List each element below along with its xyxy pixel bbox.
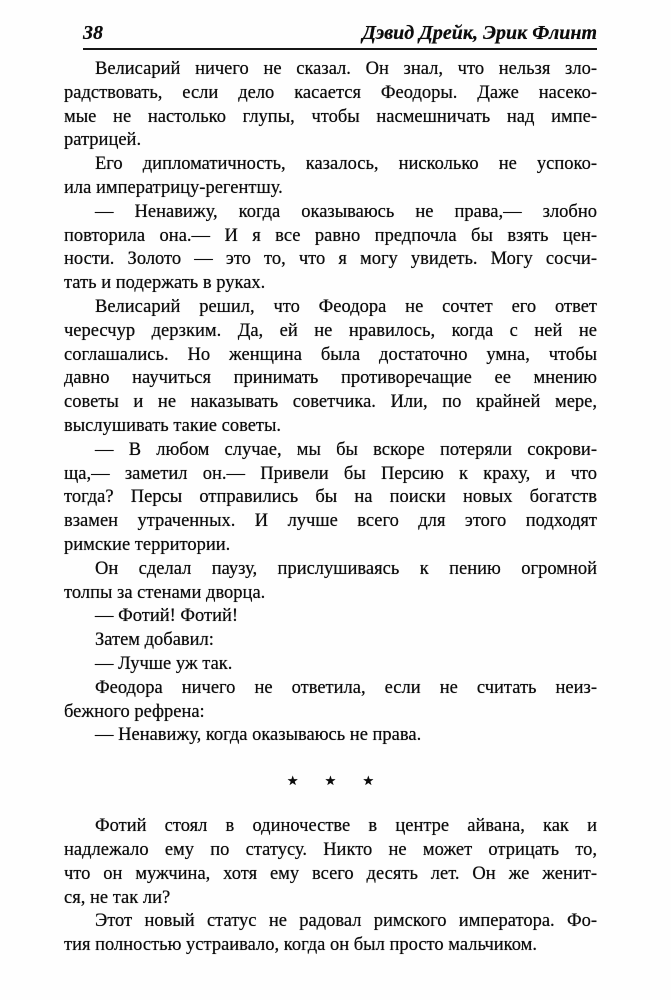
text-line: тия полностью устраивало, когда он был просто мальчиком. [64,935,537,956]
section-separator: ★ ★ ★ [286,773,386,789]
page-number: 38 [83,22,103,44]
paragraph [64,724,597,748]
text-line: бежного рефрена: [64,701,205,722]
text-line: что он мужчина, хотя ему всего десять лет. Он же женит- [64,863,597,884]
text-line: ила императрицу-регентшу. [64,177,283,198]
text-line: советы и не наказывать советчика. Или, по крайней мере, [64,392,597,413]
paragraph [64,201,597,296]
paragraph [64,296,597,439]
text-line: Его дипломатичность, казалось, нисколько не успоко- [95,154,597,175]
text-line: ности. Золото — это то, что я могу увидеть. Могу сосчи- [64,249,597,270]
running-head [83,22,597,50]
text-line: Велисарий ничего не сказал. Он знал, что нельзя зло- [95,59,597,79]
text-line: мые не настолько глупы, чтобы насмешничать над импе- [64,106,597,127]
text-line: тать и подержать в руках. [64,273,266,294]
text-line: Этот новый статус не радовал римского императора. Фо- [95,911,597,932]
paragraph [64,629,597,653]
paragraph [64,910,597,958]
text-line: соглашались. Но женщина была достаточно умна, чтобы [64,344,597,365]
running-title: Дэвид Дрейк, Эрик Флинт [362,22,597,44]
text-line: Велисарий решил, что Феодора не сочтет его ответ [95,296,597,317]
text-line: — В любом случае, мы бы вскоре потеряли сокрови- [95,439,597,460]
paragraph [64,439,597,558]
text-line: радствовать, если дело касается Феодоры. Даже насеко- [64,82,597,103]
text-line: ся, не так ли? [64,887,171,908]
text-line: — Ненавижу, когда оказываюсь не права. [95,725,422,746]
text-line: — Лучше уж так. [95,653,233,674]
text-line: давно научиться принимать противоречащие ее мнению [64,368,597,389]
paragraph [64,677,597,725]
page-body [64,58,597,958]
text-line: — Фотий! Фотий! [95,606,239,627]
paragraph [64,58,597,153]
text-line: повторила она.— И я все равно предпочла бы взять цен- [64,225,597,246]
text-line: надлежало ему по статусу. Никто не может отрицать то, [64,839,597,860]
text-line: — Ненавижу, когда оказываюсь не права,— злобно [95,201,597,222]
text-line: Фотий стоял в одиночестве в центре айвана, как и [95,816,597,837]
text-line: толпы за стенами дворца. [64,582,266,603]
text-line: Затем добавил: [95,630,214,651]
text-line: Он сделал паузу, прислушиваясь к пению огромной [95,558,597,579]
text-line: взамен утраченных. И лучше всего для этого подходят [64,511,597,532]
text-line: выслушивать такие советы. [64,415,282,436]
paragraph [64,815,597,910]
paragraph [64,653,597,677]
text-line: Феодора ничего не ответила, если не считать неиз- [95,677,597,698]
text-line: ратрицей. [64,130,142,151]
text-line: ща,— заметил он.— Привели бы Персию к краху, и что [64,463,597,484]
text-line: чересчур дерзким. Да, ей не нравилось, когда с ней не [64,320,597,341]
text-line: римские территории. [64,534,231,555]
text-line: тогда? Персы отправились бы на поиски новых богатств [64,487,597,508]
paragraph [64,605,597,629]
paragraph [64,153,597,201]
paragraph [64,558,597,606]
